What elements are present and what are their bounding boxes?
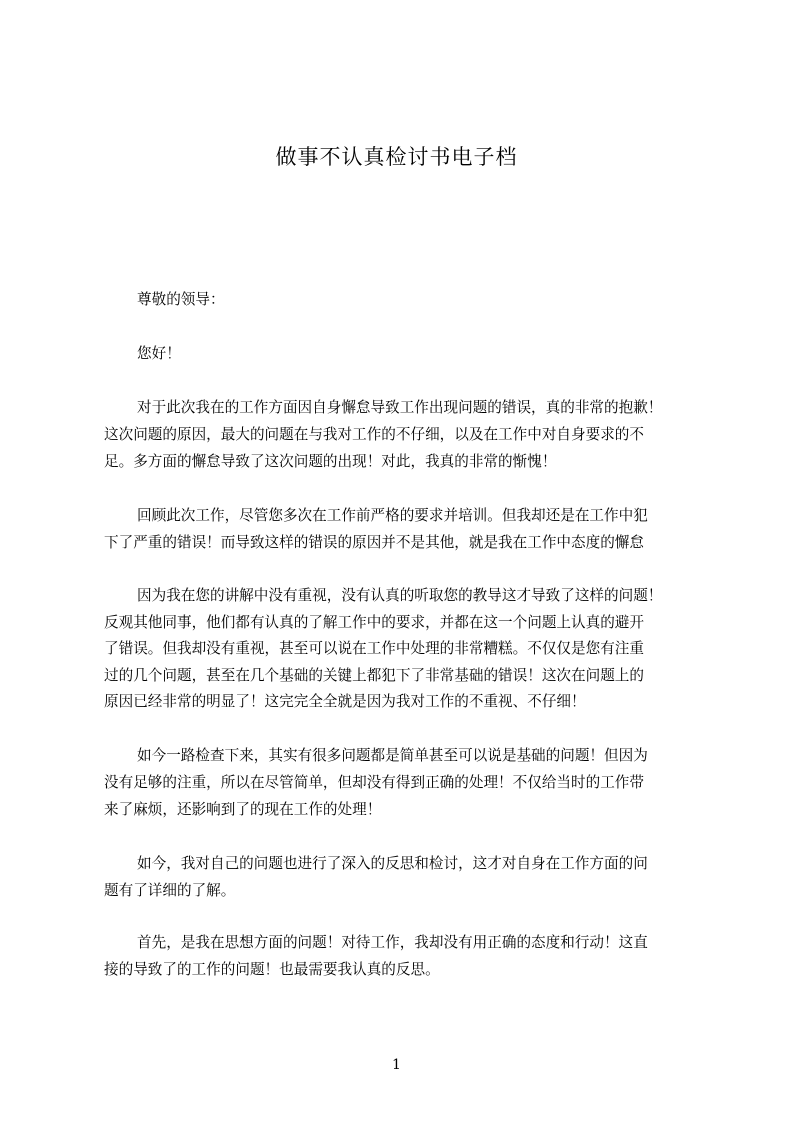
paragraph-3-line-1: 因为我在您的讲解中没有重视，没有认真的听取您的教导这才导致了这样的问题！ <box>137 587 663 604</box>
paragraph-3-line-3: 了错误。但我却没有重视，甚至可以说在工作中处理的非常糟糕。不仅仅是您有注重 <box>104 640 644 657</box>
document-title: 做事不认真检讨书电子档 <box>275 145 518 169</box>
paragraph-3-line-2: 反观其他同事，他们都有认真的了解工作中的要求，并都在这一个问题上认真的避开 <box>104 614 644 631</box>
salutation: 尊敬的领导： <box>137 291 225 308</box>
paragraph-3-line-4: 过的几个问题，甚至在几个基础的关键上都犯下了非常基础的错误！这次在问题上的 <box>104 667 644 684</box>
paragraph-1-line-2: 这次问题的原因，最大的问题在与我对工作的不仔细，以及在工作中对自身要求的不 <box>104 426 644 443</box>
paragraph-2-line-1: 回顾此次工作，尽管您多次在工作前严格的要求并培训。但我却还是在工作中犯 <box>137 507 648 524</box>
paragraph-1-line-1: 对于此次我在的工作方面因自身懈怠导致工作出现问题的错误，真的非常的抱歉！ <box>137 399 663 416</box>
greeting: 您好！ <box>137 345 181 362</box>
paragraph-5-line-1: 如今，我对自己的问题也进行了深入的反思和检讨，这才对自身在工作方面的问 <box>137 855 648 872</box>
paragraph-4-line-2: 没有足够的注重，所以在尽管简单，但却没有得到正确的处理！不仅给当时的工作带 <box>104 774 644 791</box>
paragraph-1-line-3: 足。多方面的懈怠导致了这次问题的出现！对此，我真的非常的惭愧！ <box>104 453 557 470</box>
paragraph-6-line-1: 首先，是我在思想方面的问题！对待工作，我却没有用正确的态度和行动！这直 <box>137 934 648 951</box>
paragraph-3-line-5: 原因已经非常的明显了！这完完全全就是因为我对工作的不重视、不仔细！ <box>104 693 586 710</box>
paragraph-4-line-3: 来了麻烦，还影响到了的现在工作的处理！ <box>104 801 382 818</box>
paragraph-4-line-1: 如今一路检查下来，其实有很多问题都是简单甚至可以说是基础的问题！但因为 <box>137 747 648 764</box>
paragraph-5-line-2: 题有了详细的了解。 <box>104 882 236 899</box>
page-number: 1 <box>392 1057 401 1073</box>
paragraph-2-line-2: 下了严重的错误！而导致这样的错误的原因并不是其他，就是我在工作中态度的懈怠 <box>104 534 644 551</box>
paragraph-6-line-2: 接的导致了的工作的问题！也最需要我认真的反思。 <box>104 961 440 978</box>
